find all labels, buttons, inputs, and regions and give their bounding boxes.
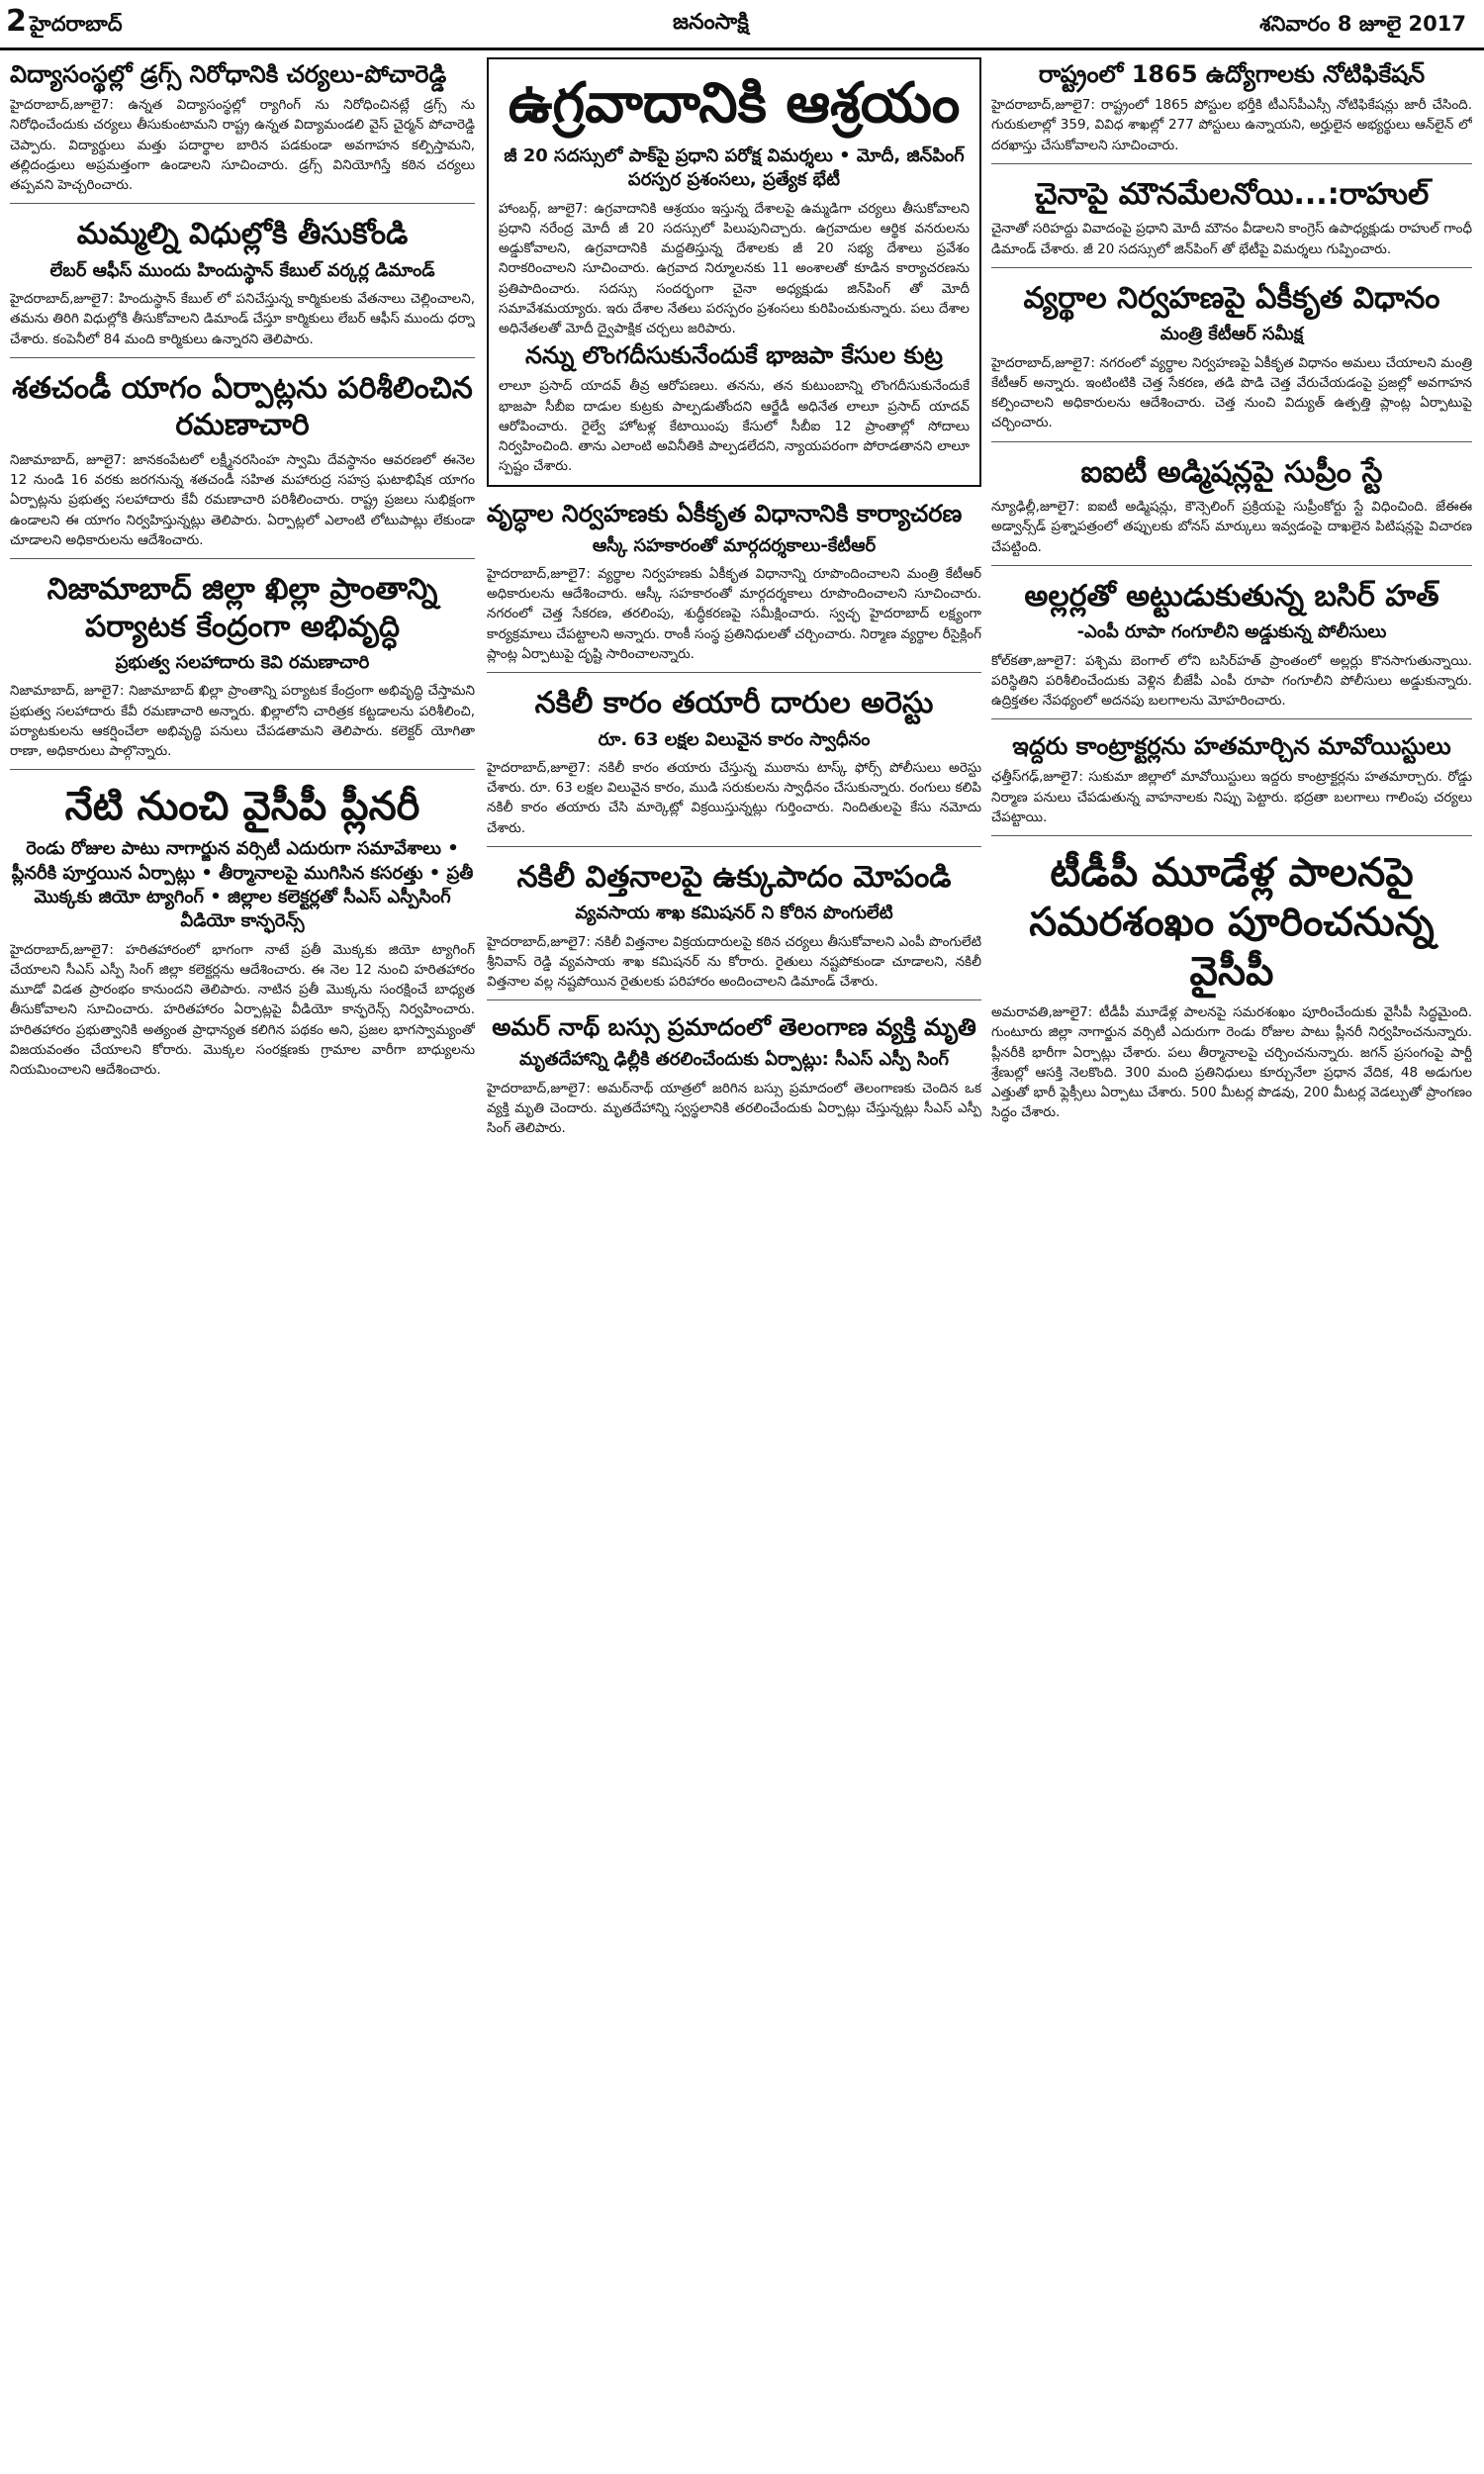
article-ycp-plenary (10, 780, 475, 1080)
article-drugs (10, 57, 475, 204)
article-headline: ఇద్దరు కాంట్రాక్టర్లను హతమార్చిన మావోయిస్టులు (1012, 732, 1451, 761)
article-ycp-tdp (991, 846, 1472, 1123)
article-body: హైదరాబాద్‌,జూలై7: నగరంలో వ్యర్థాల నిర్వహణపై ఏకీకృత విధానం అమలు చేయాలని మంత్రి కేటీఆర్‌ అన్నారు. ఇంటింటికి చెత్త సేకరణ, తడి పొడి చెత్త వేరుచేయడంపై ప్రజల్లో అవగాహన కల్పించాలని అధికారులను ఆదేశించారు. చెత్త నుంచి విద్యుత్‌ ఉత్పత్తి ప్లాంట్ల ఏర్పాటుపై చర్చించారు. (991, 354, 1472, 431)
article-body: హైదరాబాద్‌,జూలై7: హిందుస్థాన్‌ కేబుల్‌ లో పనిచేస్తున్న కార్మికులకు వేతనాలు చెల్లించాలని, తమను తిరిగి విధుల్లోకి తీసుకోవాలని డిమాండ్‌ చేస్తూ కార్మికులు లేబర్‌ ఆఫీస్‌ ముందు ధర్నా చేశారు. కంపెనీలో 84 మంది కార్మికులు ఉన్నారని తెలిపారు. (10, 291, 475, 347)
article-body: అమరావతి,జూలై7: టీడీపీ మూడేళ్ల పాలనపై సమరశంఖం పూరించేందుకు వైసీపీ సిద్ధమైంది. గుంటూరు జిల్లా నాగార్జున వర్సిటీ ఎదురుగా రెండు రోజుల పాటు ప్లీనరీ నిర్వహించనున్నారు. ప్లీనరీకి భారీగా ఏర్పాట్లు చేశారు. పలు తీర్మానాలపై చర్చించనున్నారు. జగన్‌ ప్రసంగంపై పార్టీ శ్రేణుల్లో ఆసక్తి నెలకొంది. 300 మంది ప్రతినిధులు కూర్చునేలా ప్రధాన వేదిక, 48 అడుగుల ఎత్తుతో భారీ ఫ్లెక్సీలు ఏర్పాటు చేశారు. 500 మీటర్ల పొడవు, 200 మీటర్ల వెడల్పుతో ప్రాంగణం సిద్ధం చేశారు. (991, 1004, 1472, 1121)
article-jobs (991, 57, 1472, 164)
article-headline: నేటి నుంచి వైసీపీ ప్లీనరీ (64, 784, 420, 830)
article-khilla-tourism (10, 569, 475, 770)
article-subheadline: ఆస్కీ సహకారంతో మార్గదర్శకాలు-కేటీఆర్‌ (592, 534, 877, 556)
article-lead-terror (487, 57, 981, 487)
article-headline: అల్లర్లతో అట్టుడుకుతున్న బసిర్‌ హత్‌ (1024, 578, 1439, 614)
article-headline: నిజామాబాద్‌ జిల్లా ఖిల్లా ప్రాంతాన్ని పర్యాటక కేంద్రంగా అభివృద్ధి (46, 572, 438, 644)
article-headline: రాష్ట్రంలో 1865 ఉద్యోగాలకు నోటిఫికేషన్‌ (1038, 60, 1426, 88)
publication-date: శనివారం 8 జూలై 2017 (1259, 12, 1466, 36)
article-subheadline: -ఎంపీ రూపా గంగూలీని అడ్డుకున్న పోలీసులు (1076, 621, 1387, 643)
lead-headline: ఉగ్రవాదానికి ఆశ్రయం (508, 71, 961, 136)
article-body: నిజామాబాద్‌, జూలై7: నిజామాబాద్‌ ఖిల్లా ప్రాంతాన్ని పర్యాటక కేంద్రంగా అభివృద్ధి చేస్తామని ప్రభుత్వ సలహాదారు కేవీ రమణాచారి అన్నారు. ఖిల్లాలోని చారిత్రక కట్టడాలను పరిశీలించి, పర్యాటకులను ఆకర్షించేలా అభివృద్ధి పనులు చేపడతామని తెలిపారు. కలెక్టర్‌ యోగితా రాణా, అధికారులు పాల్గొన్నారు. (10, 683, 475, 760)
article-body: హైదరాబాద్‌,జూలై7: అమర్‌నాథ్‌ యాత్రలో జరిగిన బస్సు ప్రమాదంలో తెలంగాణకు చెందిన ఒక వ్యక్తి మృతి చెందారు. మృతదేహాన్ని స్వస్థలానికి తరలించేందుకు ఏర్పాట్లు చేస్తున్నట్లు సీఎస్‌ ఎస్పీ సింగ్‌ తెలిపారు. (487, 1080, 981, 1137)
article-maoists (991, 729, 1472, 836)
article-body: చైనాతో సరిహద్దు వివాదంపై ప్రధాని మోదీ మౌనం వీడాలని కాంగ్రెస్‌ ఉపాధ్యక్షుడు రాహుల్‌ గాంధీ డిమాండ్‌ చేశారు. జీ 20 సదస్సులో జిన్‌పింగ్‌ తో భేటీపై విమర్శలు గుప్పించారు. (991, 221, 1472, 257)
newspaper-brand: జనంసాక్షి (673, 10, 749, 35)
article-amarnath (487, 1010, 981, 1138)
article-headline: మమ్మల్ని విధుల్లోకి తీసుకోండి (76, 217, 409, 252)
article-yagam (10, 368, 475, 559)
article-subheadline: రూ. 63 లక్షల విలువైన కారం స్వాధీనం (598, 728, 871, 750)
article-headline: నకిలీ విత్తనాలపై ఉక్కుపాదం మోపండి (516, 859, 952, 895)
article-headline: వ్యర్థాల నిర్వహణపై ఏకీకృత విధానం (1023, 280, 1440, 316)
article-headline: ఐఐటీ అడ్మిషన్లపై సుప్రీం స్టే (1080, 454, 1383, 490)
article-subheadline: రెండు రోజుల పాటు నాగార్జున వర్సిటీ ఎదురుగా సమావేశాలు • ప్లీనరీకి పూర్తయిన ఏర్పాట్లు • తీర్మానాలపై ముగిసిన కసరత్తు • ప్రతీ మొక్కకు జియో ట్యాగింగ్‌ • జిల్లాల కలెక్టర్లతో సీఎస్‌ ఎస్పీసింగ్‌ వీడియో కాన్ఫరెన్స్‌ (11, 838, 474, 932)
section-name: హైదరాబాద్ (30, 12, 123, 36)
article-iit-stay (991, 452, 1472, 566)
article-body: కోల్‌కతా,జూలై7: పశ్చిమ బెంగాల్‌ లోని బసిర్‌హత్‌ ప్రాంతంలో అల్లర్లు కొనసాగుతున్నాయి. పరిస్థితిని పరిశీలించేందుకు వెళ్లిన బీజేపీ ఎంపీ రూపా గంగూలీని పోలీసులు అడ్డుకున్నారు. ఉద్రిక్తతల నేపథ్యంలో అదనపు బలగాలను మోహరించారు. (991, 652, 1472, 710)
article-subheadline: లేబర్‌ ఆఫీస్‌ ముందు హిందుస్థాన్‌ కేబుల్‌ వర్కర్ల డిమాండ్‌ (49, 259, 435, 281)
article-cable-workers (10, 214, 475, 358)
article-headline: విద్యాసంస్థల్లో డ్రగ్స్‌ నిరోధానికి చర్యలు-పోచారెడ్డి (10, 60, 447, 88)
article-fake-seeds (487, 857, 981, 1001)
column-right (991, 57, 1472, 2462)
article-headline: అమర్‌ నాథ్‌ బస్సు ప్రమాదంలో తెలంగాణ వ్యక్తి మృతి (492, 1013, 976, 1042)
article-headline: నకిలీ కారం తయారీ దారుల అరెస్టు (534, 686, 934, 721)
article-body: హాంబర్గ్‌, జూలై7: ఉగ్రవాదానికి ఆశ్రయం ఇస్తున్న దేశాలపై ఉమ్మడిగా చర్యలు తీసుకోవాలని ప్రధాని నరేంద్ర మోదీ జీ 20 సదస్సులో పిలుపునిచ్చారు. ఉగ్రవాదుల ఆర్థిక వనరులను అడ్డుకోవాలని, ఉగ్రవాదానికి మద్దతిస్తున్న దేశాలకు జీ 20 సభ్య దేశాలు ప్రవేశం నిరాకరించాలని సూచించారు. ఉగ్రవాద నిర్మూలనకు 11 అంశాలతో కూడిన కార్యాచరణను ప్రతిపాదించారు. సదస్సు సందర్భంగా చైనా అధ్యక్షుడు జిన్‌పింగ్‌ తో మోదీ సమావేశమయ్యారు. ఇరు దేశాల నేతలు పరస్పరం ప్రశంసలు కురిపించుకున్నారు. పలు దేశాల అధినేతలతో మోదీ ద్వైపాక్షిక చర్చలు జరిపారు. (499, 200, 970, 337)
article-body: హైదరాబాద్‌,జూలై7: వ్యర్థాల నిర్వహణకు ఏకీకృత విధానాన్ని రూపొందించాలని మంత్రి కేటీఆర్‌ అధికారులను ఆదేశించారు. ఆస్కీ సహకారంతో మార్గదర్శకాలు రూపొందించాలని సూచించారు. నగరంలో చెత్త సేకరణ, తరలింపు, శుద్ధీకరణపై సమీక్షించారు. స్వచ్ఛ హైదరాబాద్‌ లక్ష్యంగా కార్యక్రమాలు చేపట్టాలని అన్నారు. రాంకీ సంస్థ ప్రతినిధులతో చర్చించారు. నిర్మాణ వ్యర్థాల రీసైక్లింగ్‌ ప్లాంట్ల ఏర్పాటుపై దృష్టి సారించాలన్నారు. (487, 565, 981, 662)
article-waste-review (991, 278, 1472, 442)
article-body: నిజామాబాద్‌, జూలై7: జానకంపేటలో లక్ష్మీనరసింహ స్వామి దేవస్థానం ఆవరణలో ఈనెల 12 నుండి 16 వరకు జరగనున్న శతచండీ సహిత మహారుద్ర సహస్ర ఘటాభిషేక యాగం ఏర్పాట్లను ప్రభుత్వ సలహాదారు కేవీ రమణాచారి పరిశీలించారు. రాష్ట్ర ప్రజలు సుభిక్షంగా ఉండాలని ఈ యాగం నిర్వహిస్తున్నట్లు తెలిపారు. ఏర్పాట్లలో ఎలాంటి లోటుపాట్లు లేకుండా చూడాలని అధికారులను ఆదేశించారు. (10, 451, 475, 548)
article-body: హైదరాబాద్‌,జూలై7: ఉన్నత విద్యాసంస్థల్లో ర్యాగింగ్‌ ను నిరోధించినట్లే డ్రగ్స్‌ ను నిరోధించేందుకు చర్యలు తీసుకుంటామని రాష్ట్ర ఉన్నత విద్యామండలి వైస్‌ చైర్మన్‌ పోచారెడ్డి చెప్పారు. విద్యార్థులు మత్తు పదార్థాల బారిన పడకుండా అవగాహన కల్పిస్తామని, తల్లిదండ్రులు అప్రమత్తంగా ఉండాలని సూచించారు. డ్రగ్స్‌ వినియోగిస్తే కఠిన చర్యలు తప్పవని హెచ్చరించారు. (10, 97, 475, 193)
column-left (10, 57, 475, 2462)
article-body: హైదరాబాద్‌,జూలై7: నకిలీ కారం తయారు చేస్తున్న ముఠాను టాస్క్‌ ఫోర్స్‌ పోలీసులు అరెస్టు చేశారు. రూ. 63 లక్షల విలువైన కారం, ముడి సరుకులను స్వాధీనం చేసుకున్నారు. రంగులు కలిపి నకిలీ కారం తయారు చేసి మార్కెట్లో విక్రయిస్తున్నట్లు గుర్తించారు. నిందితులపై కేసు నమోదు చేశారు. (487, 759, 981, 836)
article-subheadline: మృతదేహాన్ని ఢిల్లీకి తరలించేందుకు ఏర్పాట్లు: సీఎస్‌ ఎస్పీ సింగ్‌ (519, 1049, 949, 1071)
article-headline: శతచండీ యాగం ఏర్పాట్లను పరిశీలించిన రమణాచారి (12, 370, 473, 443)
article-waste-plan (487, 497, 981, 674)
article-subheadline: వ్యవసాయ శాఖ కమిషనర్‌ ని కోరిన పొంగులేటి (575, 903, 893, 924)
page-number: 2 (6, 4, 27, 39)
article-headline: చైనాపై మౌనమేలనోయి...:రాహుల్‌ (1034, 176, 1430, 212)
article-subheadline: జీ 20 సదస్సులో పాక్‌పై ప్రధాని పరోక్ష విమర్శలు • మోదీ, జిన్‌పింగ్‌ పరస్పర ప్రశంసలు, ప్రత్యేక భేటీ (504, 145, 965, 191)
article-body: హైదరాబాద్‌,జూలై7: హరితహారంలో భాగంగా నాటే ప్రతీ మొక్కకు జియో ట్యాగింగ్‌ చేయాలని సీఎస్‌ ఎస్పీ సింగ్‌ జిల్లా కలెక్టర్లను ఆదేశించారు. ఈ నెల 12 నుంచి హరితహారం మూడో విడత ప్రారంభం కానుందని తెలిపారు. నాటిన ప్రతీ మొక్కను సంరక్షించే బాధ్యత తీసుకోవాలని సూచించారు. హరితహారం ఏర్పాట్లపై వీడియో కాన్ఫరెన్స్‌ నిర్వహించారు. హరితహారం ప్రభుత్వానికి అత్యంత ప్రాధాన్యత కలిగిన పథకం అని, ప్రజల భాగస్వామ్యంతో విజయవంతం చేయాలని కోరారు. మొక్కల సంరక్షణకు గ్రామాల వారీగా బాధ్యులను నియమించాలని ఆదేశించారు. (10, 941, 475, 1079)
article-body: న్యూఢిల్లీ,జూలై7: ఐఐటీ అడ్మిషన్లు, కౌన్సెలింగ్‌ ప్రక్రియపై సుప్రీంకోర్టు స్టే విధించింది. జేఈఈ అడ్వాన్స్‌డ్‌ ప్రశ్నాపత్రంలో తప్పులకు బోనస్‌ మార్కులు ఇవ్వడంపై దాఖలైన పిటిషన్లపై విచారణ చేపట్టింది. (991, 499, 1472, 555)
masthead (0, 0, 1484, 50)
article-fake-chilli (487, 683, 981, 847)
article-body: హైదరాబాద్‌,జూలై7: నకిలీ విత్తనాల విక్రయదారులపై కఠిన చర్యలు తీసుకోవాలని ఎంపీ పొంగులేటి శ్రీనివాస్‌ రెడ్డి వ్యవసాయ శాఖ కమిషనర్‌ ను కోరారు. రైతులు నష్టపోకుండా చూడాలని, నకిలీ విత్తనాల వల్ల నష్టపోయిన రైతులకు పరిహారం అందించాలని డిమాండ్‌ చేశారు. (487, 933, 981, 991)
article-basirhat (991, 576, 1472, 720)
article-body: హైదరాబాద్‌,జూలై7: రాష్ట్రంలో 1865 పోస్టుల భర్తీకి టీఎస్‌పీఎస్సీ నోటిఫికేషన్లు జారీ చేసింది. గురుకులాల్లో 359, వివిధ శాఖల్లో 277 పోస్టులు ఉన్నాయని, అర్హులైన అభ్యర్థులు ఆన్‌లైన్‌ లో దరఖాస్తు చేసుకోవాలని సూచించారు. (991, 97, 1472, 153)
article-headline: టీడీపీ మూడేళ్ల పాలనపై సమరశంఖం పూరించనున్న వైసీపీ (1029, 850, 1435, 996)
article-subheadline: ప్రభుత్వ సలహాదారు కెవి రమణాచారి (115, 652, 370, 674)
article-subheadline: మంత్రి కేటీఆర్‌ సమీక్ష (1159, 324, 1304, 345)
article-body: లాలూ ప్రసాద్‌ యాదవ్‌ తీవ్ర ఆరోపణలు. తనను, తన కుటుంబాన్ని లొంగదీసుకునేందుకే భాజపా సీబీఐ దాడుల కుట్రకు పాల్పడుతోందని ఆర్జేడీ అధినేత లాలూ ప్రసాద్‌ యాదవ్‌ ఆరోపించారు. రైల్వే హోటళ్ల కేటాయింపు కేసులో సీబీఐ 12 ప్రాంతాల్లో సోదాలు నిర్వహించింది. తాను ఎలాంటి అవినీతికి పాల్పడలేదని, న్యాయపరంగా పోరాడతానని లాలూ స్పష్టం చేశారు. (499, 378, 970, 475)
article-headline: నన్ను లొంగదీసుకునేందుకే భాజపా కేసుల కుట్ర (525, 341, 943, 370)
column-middle (487, 57, 981, 2462)
article-body: ఛత్తీస్‌గఢ్‌,జూలై7: సుకుమా జిల్లాలో మావోయిస్టులు ఇద్దరు కాంట్రాక్టర్లను హతమార్చారు. రోడ్డు నిర్మాణ పనులు చేపడుతున్న వాహనాలకు నిప్పు పెట్టారు. భద్రతా బలగాలు గాలింపు చర్యలు చేపట్టాయి. (991, 769, 1472, 825)
article-headline: వృద్ధాల నిర్వహణకు ఏకీకృత విధానానికి కార్యాచరణ (487, 499, 963, 527)
article-rahul (991, 174, 1472, 268)
